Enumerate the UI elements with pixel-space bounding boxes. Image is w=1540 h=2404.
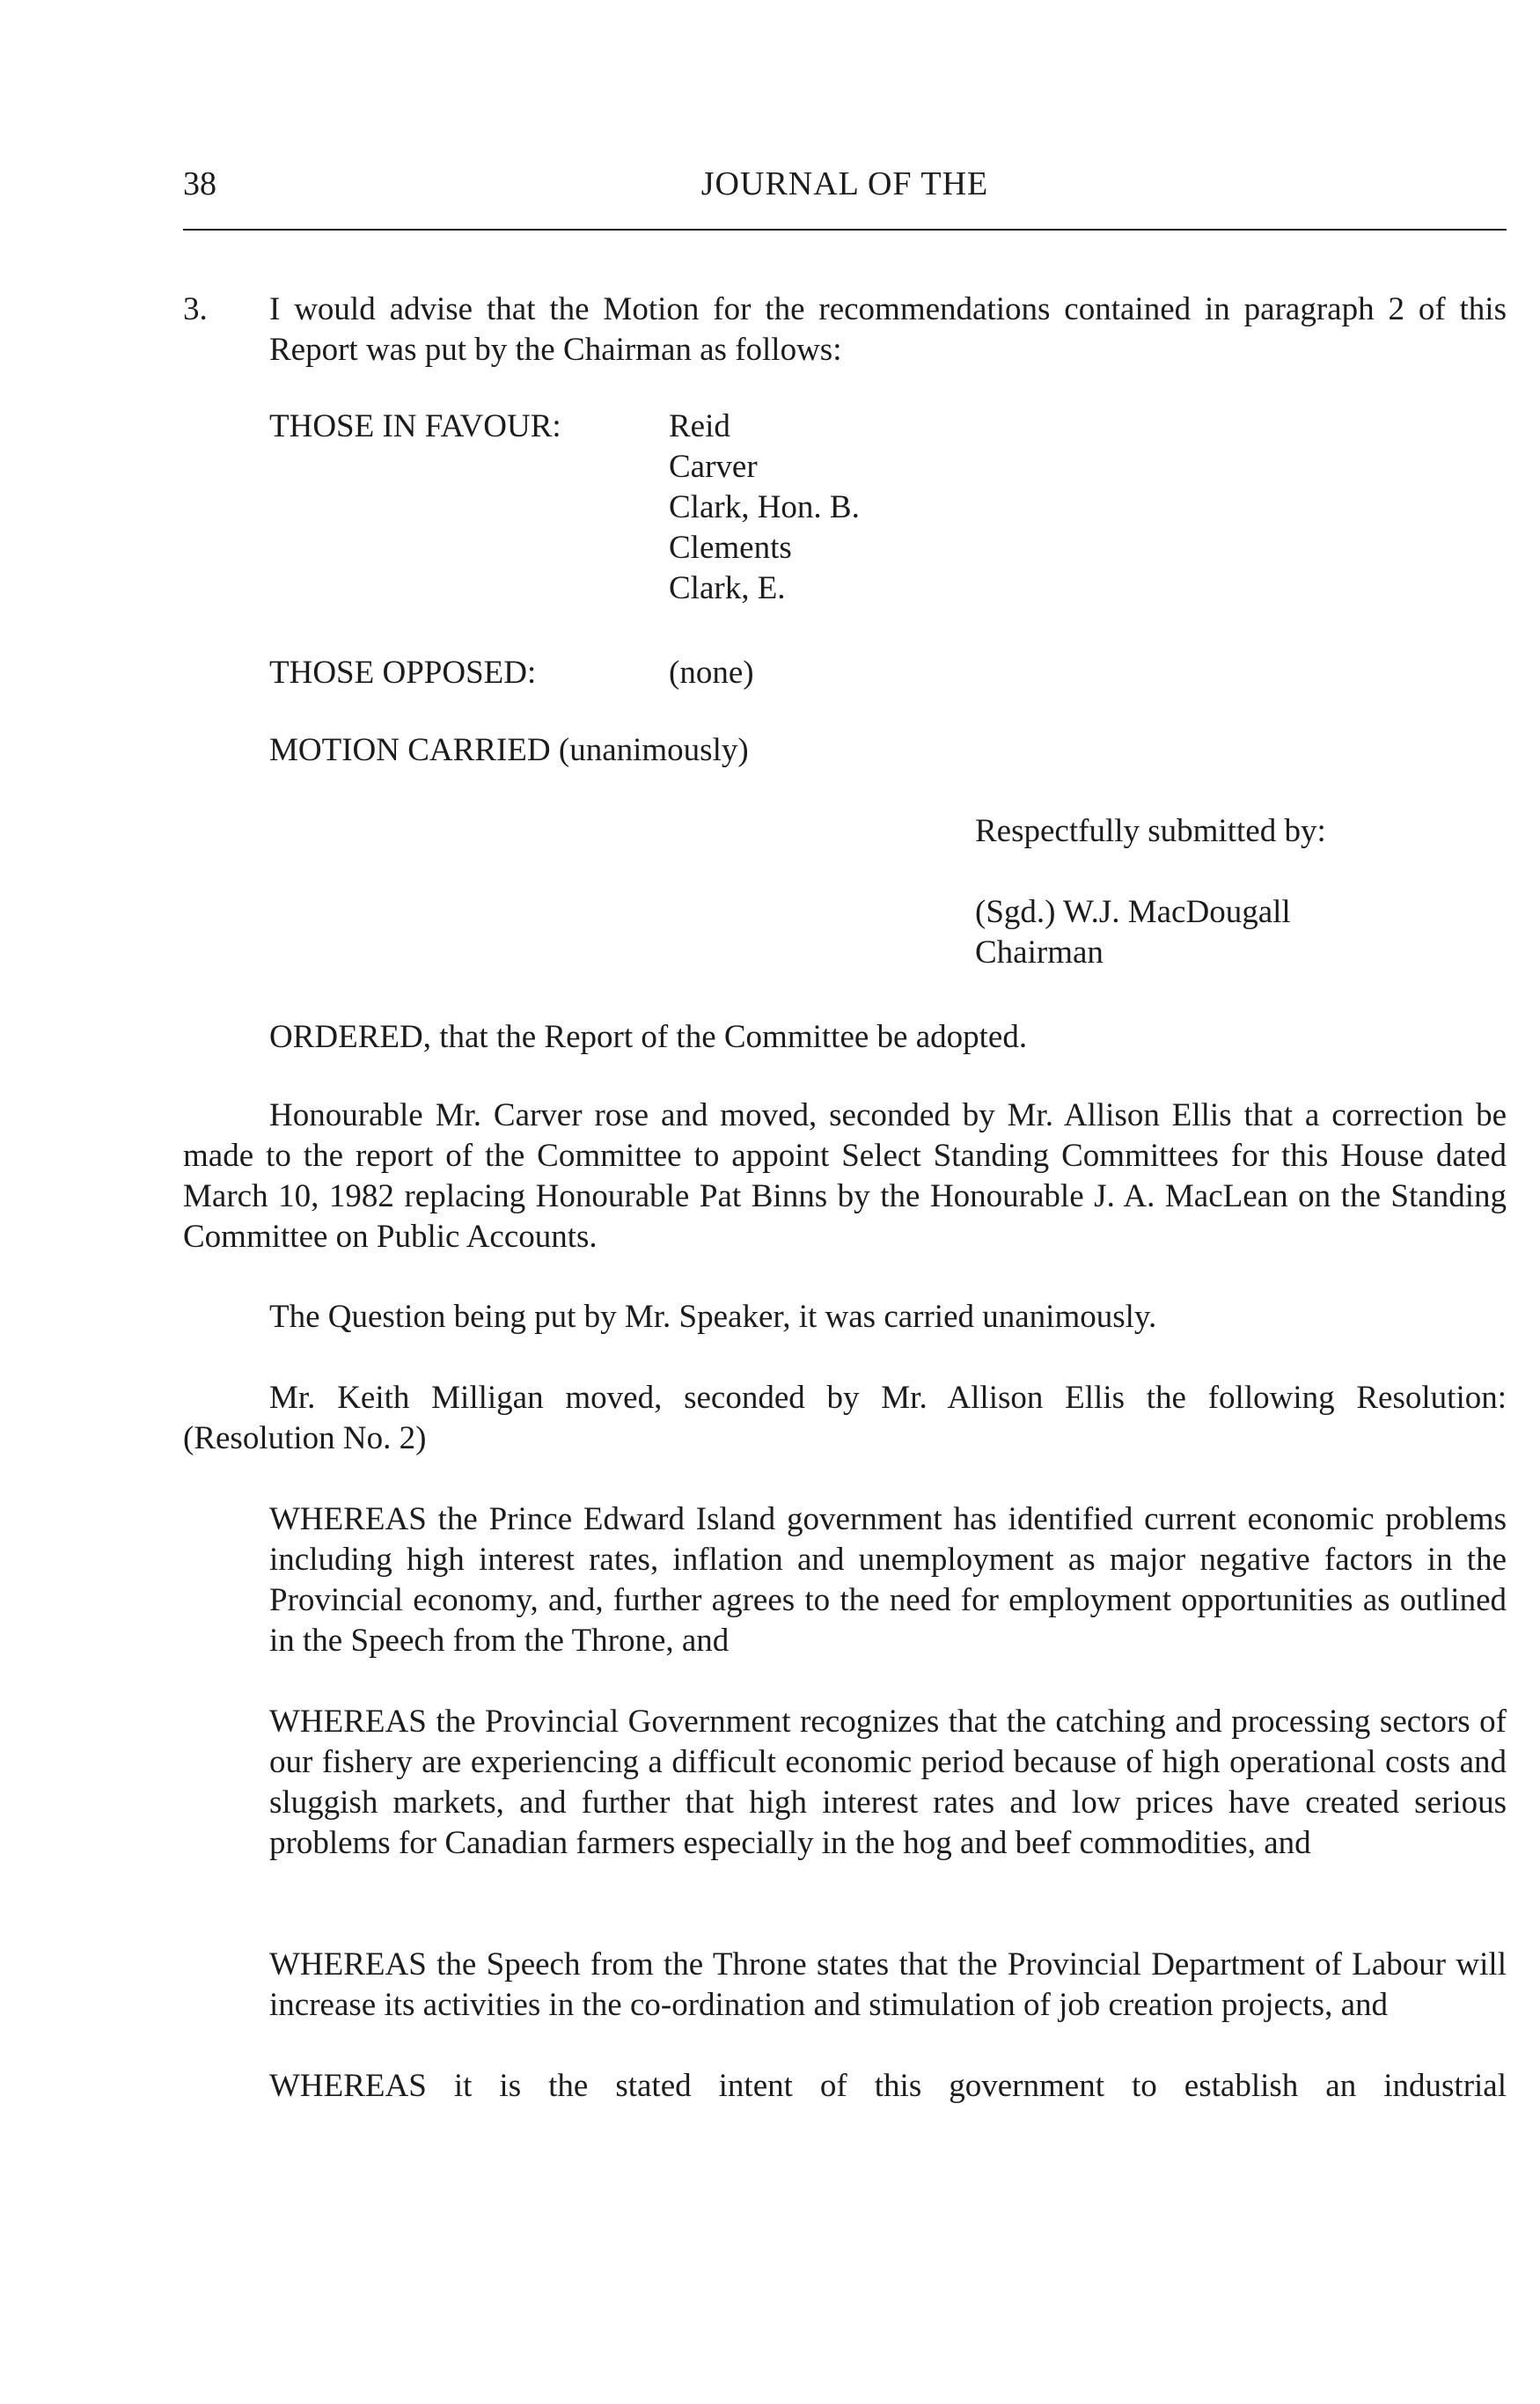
in-favour-member: Clements bbox=[669, 530, 792, 566]
question-paragraph: The Question being put by Mr. Speaker, it was carried unanimously. bbox=[269, 1299, 1157, 1335]
in-favour-member: Clark, Hon. B. bbox=[669, 489, 860, 525]
whereas-clause: WHEREAS it is the stated intent of this government to establish an industrial bbox=[269, 2068, 1507, 2104]
in-favour-label: THOSE IN FAVOUR: bbox=[269, 408, 561, 444]
opposed-value: (none) bbox=[669, 655, 754, 691]
page-header bbox=[183, 164, 1507, 206]
in-favour-list bbox=[669, 407, 860, 609]
signature: (Sgd.) W.J. MacDougall bbox=[975, 894, 1291, 930]
report-item-text: I would advise that the Motion for the recommendations contained in paragraph 2 of this Report was put by the Chairman as follows: bbox=[269, 291, 1507, 368]
in-favour-member: Carver bbox=[669, 449, 758, 485]
opposed-label: THOSE OPPOSED: bbox=[269, 655, 537, 691]
submitted-by: Respectfully submitted by: bbox=[975, 813, 1326, 849]
signature-title: Chairman bbox=[975, 934, 1104, 971]
page-number: 38 bbox=[183, 165, 216, 202]
whereas-clause: WHEREAS the Provincial Government recognizes that the catching and processing sectors of our fishery are experiencing a difficult economic period because of high operational costs and sluggish markets, and further that high interest rates and low prices have created serious problems for Canadian farmers especially in the hog and beef commodities, and bbox=[269, 1704, 1507, 1861]
carver-motion-paragraph: Honourable Mr. Carver rose and moved, seconded by Mr. Allison Ellis that a correction be made to the report of the Committee to appoint Select Standing Committees for this House dated March 10, 1982 replacing Honourable Pat Binns by the Honourable J. A. MacLean on the Standing Committee on Public Accounts. bbox=[183, 1097, 1507, 1255]
milligan-motion-paragraph: Mr. Keith Milligan moved, seconded by Mr. Allison Ellis the following Resolution: (Resolution No. 2) bbox=[183, 1380, 1507, 1456]
whereas-clause: WHEREAS the Speech from the Throne states that the Provincial Department of Labour will increase its activities in the co-ordination and stimulation of job creation projects, and bbox=[269, 1946, 1507, 2023]
whereas-clause: WHEREAS the Prince Edward Island government has identified current economic problems including high interest rates, inflation and unemployment as major negative factors in the Provincial economy, and, further agrees to the need for employment opportunities as outlined in the Speech from the Throne, and bbox=[269, 1501, 1507, 1659]
in-favour-member: Clark, E. bbox=[669, 570, 786, 606]
motion-result: MOTION CARRIED (unanimously) bbox=[269, 732, 749, 768]
header-rule bbox=[183, 229, 1507, 231]
in-favour-member: Reid bbox=[669, 408, 730, 444]
running-head: JOURNAL OF THE bbox=[700, 165, 989, 202]
ordered-statement: ORDERED, that the Report of the Committee be adopted. bbox=[269, 1019, 1028, 1055]
report-item-number: 3. bbox=[183, 291, 208, 327]
